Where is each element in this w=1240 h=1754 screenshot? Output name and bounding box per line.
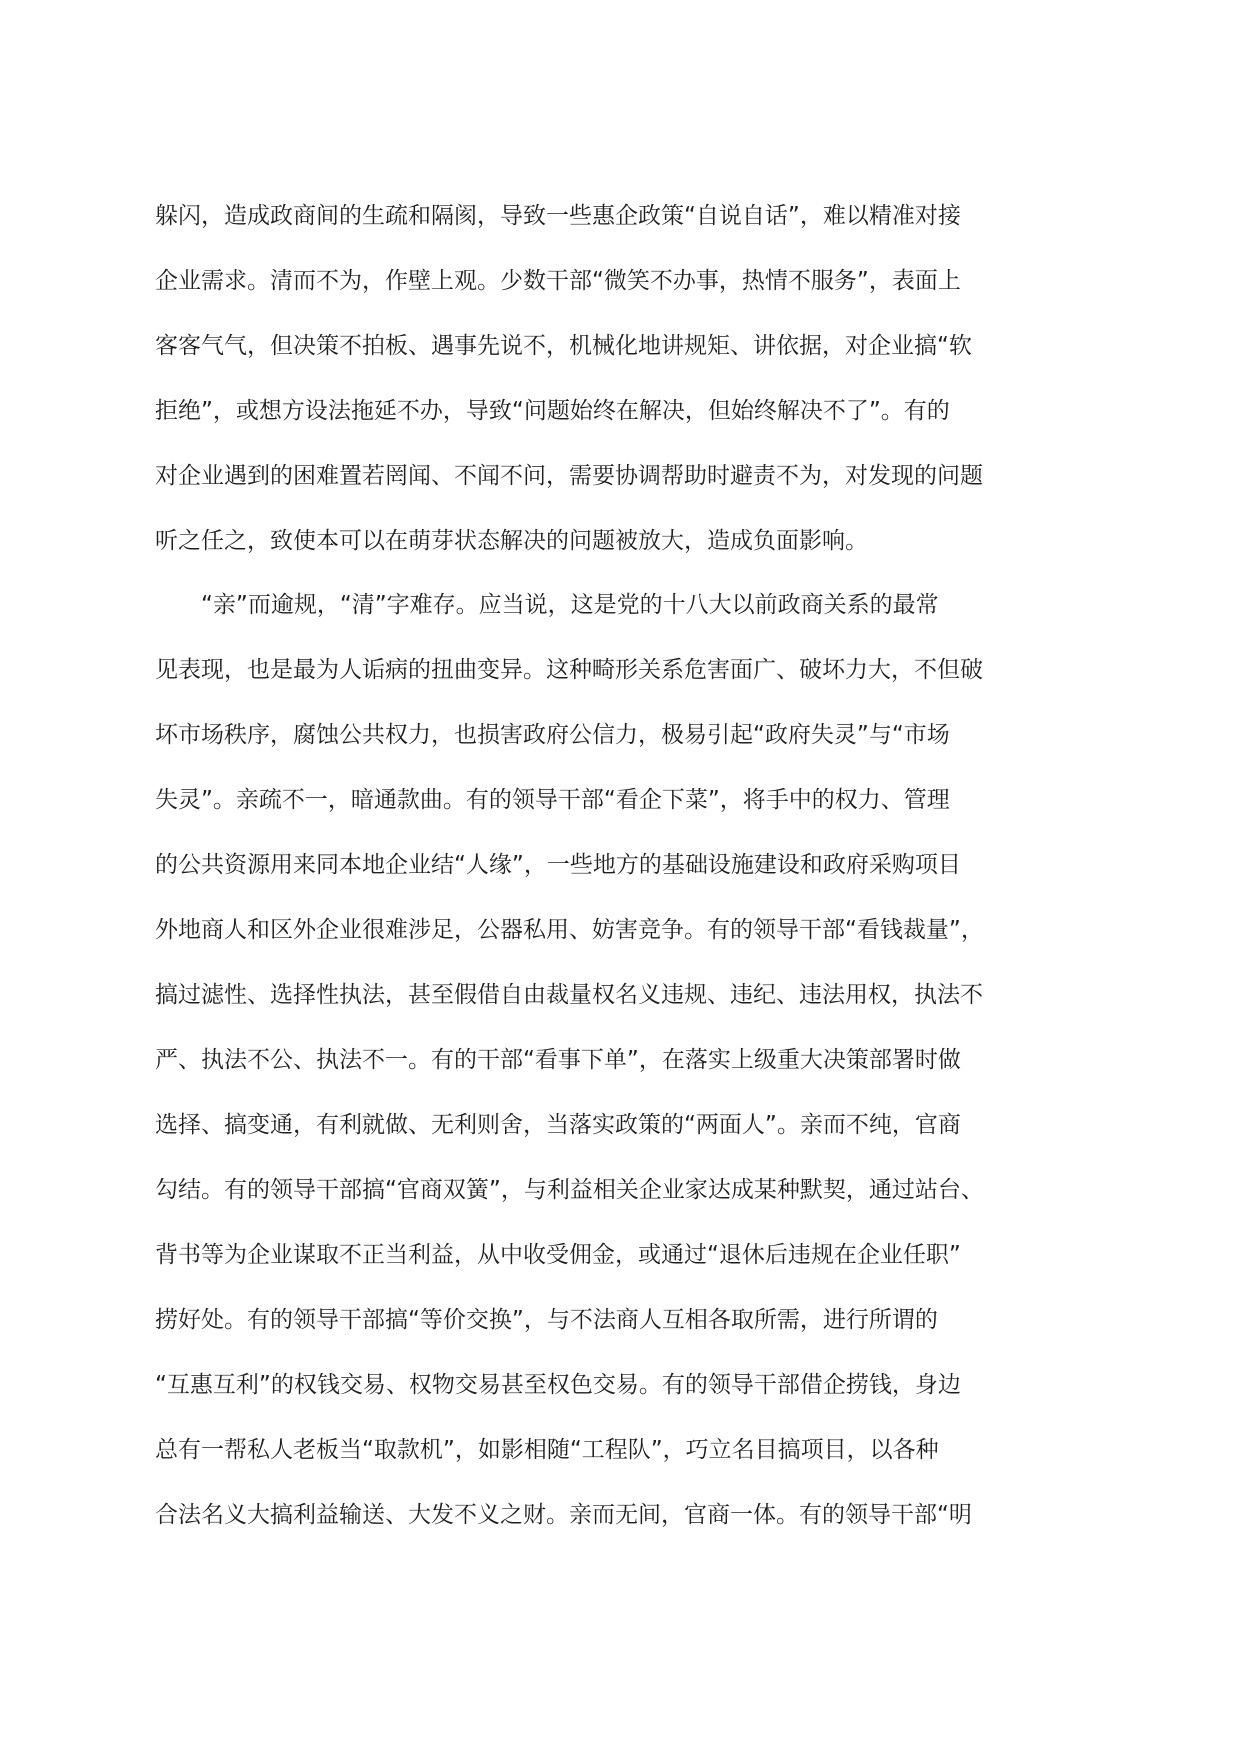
text-line: 失灵”。亲疏不一，暗通款曲。有的领导干部“看企下菜”，将手中的权力、管理 xyxy=(155,787,950,813)
text-line: 严、执法不公、执法不一。有的干部“看事下单”，在落实上级重大决策部署时做 xyxy=(155,1047,961,1073)
paragraph-2 xyxy=(155,573,1060,1548)
text-line: 坏市场秩序，腐蚀公共权力，也损害政府公信力，极易引起“政府失灵”与“市场 xyxy=(155,722,950,748)
text-line: 客客气气，但决策不拍板、遇事先说不，机械化地讲规矩、讲依据，对企业搞“软 xyxy=(155,333,972,359)
text-line: 背书等为企业谋取不正当利益，从中收受佣金，或通过“退休后违规在企业任职” xyxy=(155,1242,961,1268)
text-line: 捞好处。有的领导干部搞“等价交换”，与不法商人互相各取所需，进行所谓的 xyxy=(155,1307,938,1333)
text-line: 外地商人和区外企业很难涉足，公器私用、妨害竞争。有的领导干部“看钱裁量”， xyxy=(155,917,984,943)
text-line: 选择、搞变通，有利就做、无利则舍，当落实政策的“两面人”。亲而不纯，官商 xyxy=(155,1112,961,1138)
paragraph-1 xyxy=(155,184,1060,574)
text-line: 搞过滤性、选择性执法，甚至假借自由裁量权名义违规、违纪、违法用权，执法不 xyxy=(155,982,983,1008)
text-line: 企业需求。清而不为，作壁上观。少数干部“微笑不办事，热情不服务”，表面上 xyxy=(155,268,961,294)
text-line: “互惠互利”的权钱交易、权物交易甚至权色交易。有的领导干部借企捞钱，身边 xyxy=(155,1372,961,1398)
text-line: 勾结。有的领导干部搞“官商双簧”，与利益相关企业家达成某种默契，通过站台、 xyxy=(155,1177,984,1203)
text-line: 的公共资源用来同本地企业结“人缘”，一些地方的基础设施建设和政府采购项目 xyxy=(155,852,961,878)
text-line: 合法名义大搞利益输送、大发不义之财。亲而无间，官商一体。有的领导干部“明 xyxy=(155,1502,972,1528)
text-line: “亲”而逾规，“清”字难存。应当说，这是党的十八大以前政商关系的最常 xyxy=(155,592,939,618)
text-line: 拒绝”，或想方设法拖延不办，导致“问题始终在解决，但始终解决不了”。有的 xyxy=(155,398,950,424)
text-line: 躲闪，造成政商间的生疏和隔阂，导致一些惠企政策“自说自话”，难以精准对接 xyxy=(155,203,961,229)
text-line: 听之任之，致使本可以在萌芽状态解决的问题被放大，造成负面影响。 xyxy=(155,528,868,554)
text-line: 对企业遇到的困难置若罔闻、不闻不问，需要协调帮助时避责不为，对发现的问题 xyxy=(155,463,983,489)
text-line: 总有一帮私人老板当“取款机”，如影相随“工程队”，巧立名目搞项目，以各种 xyxy=(155,1437,939,1463)
text-line: 见表现，也是最为人诟病的扭曲变异。这种畸形关系危害面广、破坏力大，不但破 xyxy=(155,657,983,683)
